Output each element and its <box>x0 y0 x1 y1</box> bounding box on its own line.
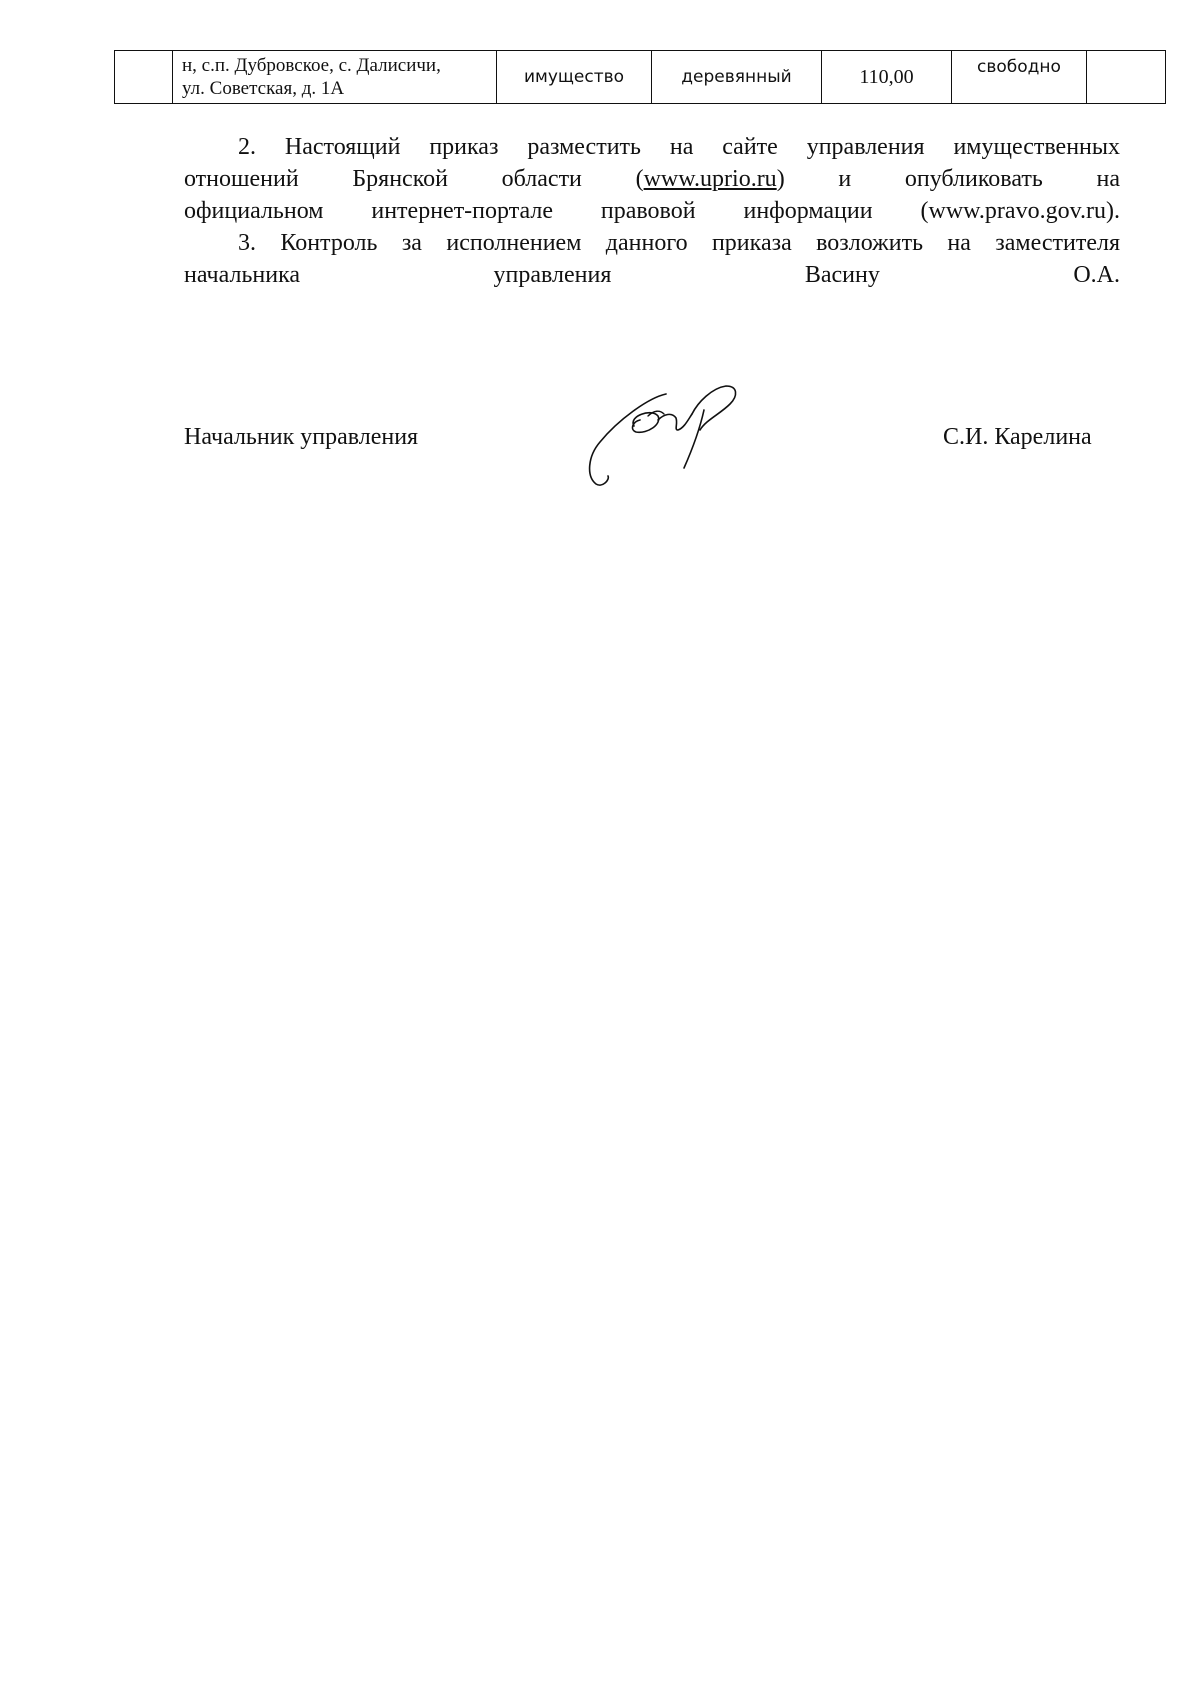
status-cell: свободно <box>952 51 1087 104</box>
close-paren: ) <box>776 166 785 192</box>
property-type-cell: имущество <box>497 51 652 104</box>
paragraph-2-line-1: 2. Настоящий приказ разместить на сайте управления имущественных <box>238 134 1120 160</box>
paragraph-2 <box>184 131 1120 227</box>
word: области <box>501 166 582 192</box>
paragraph-3-line-2: начальника управления Васину О.А. <box>184 262 1120 288</box>
word: отношений <box>184 166 299 192</box>
word: Брянской <box>352 166 448 192</box>
handwritten-signature-icon <box>588 380 758 500</box>
table-row <box>115 51 1166 104</box>
word: и <box>838 166 852 192</box>
address-line-2: ул. Советская, д. 1А <box>182 78 345 99</box>
address-cell <box>173 51 497 104</box>
property-table <box>114 50 1166 104</box>
word: опубликовать <box>904 166 1043 192</box>
open-paren: ( <box>635 166 644 192</box>
paragraph-3-line-1: 3. Контроль за исполнением данного приказа возложить на заместителя <box>238 230 1120 256</box>
area-cell: 110,00 <box>822 51 952 104</box>
website-link-group <box>636 163 785 195</box>
paragraph-3 <box>184 227 1120 291</box>
paragraph-2-line-2 <box>184 163 1120 195</box>
address-line-1: н, с.п. Дубровское, с. Далисичи, <box>182 55 441 76</box>
uprio-link[interactable]: www.uprio.ru <box>643 166 777 192</box>
paragraph-2-line-3: официальном интернет-портале правовой информации (www.pravo.gov.ru). <box>184 198 1120 224</box>
material-cell: деревянный <box>652 51 822 104</box>
signatory-title: Начальник управления <box>184 424 419 450</box>
signatory-name: С.И. Карелина <box>943 424 1092 450</box>
word: на <box>1096 166 1120 192</box>
row-number-cell <box>115 51 173 104</box>
extra-cell <box>1087 51 1166 104</box>
